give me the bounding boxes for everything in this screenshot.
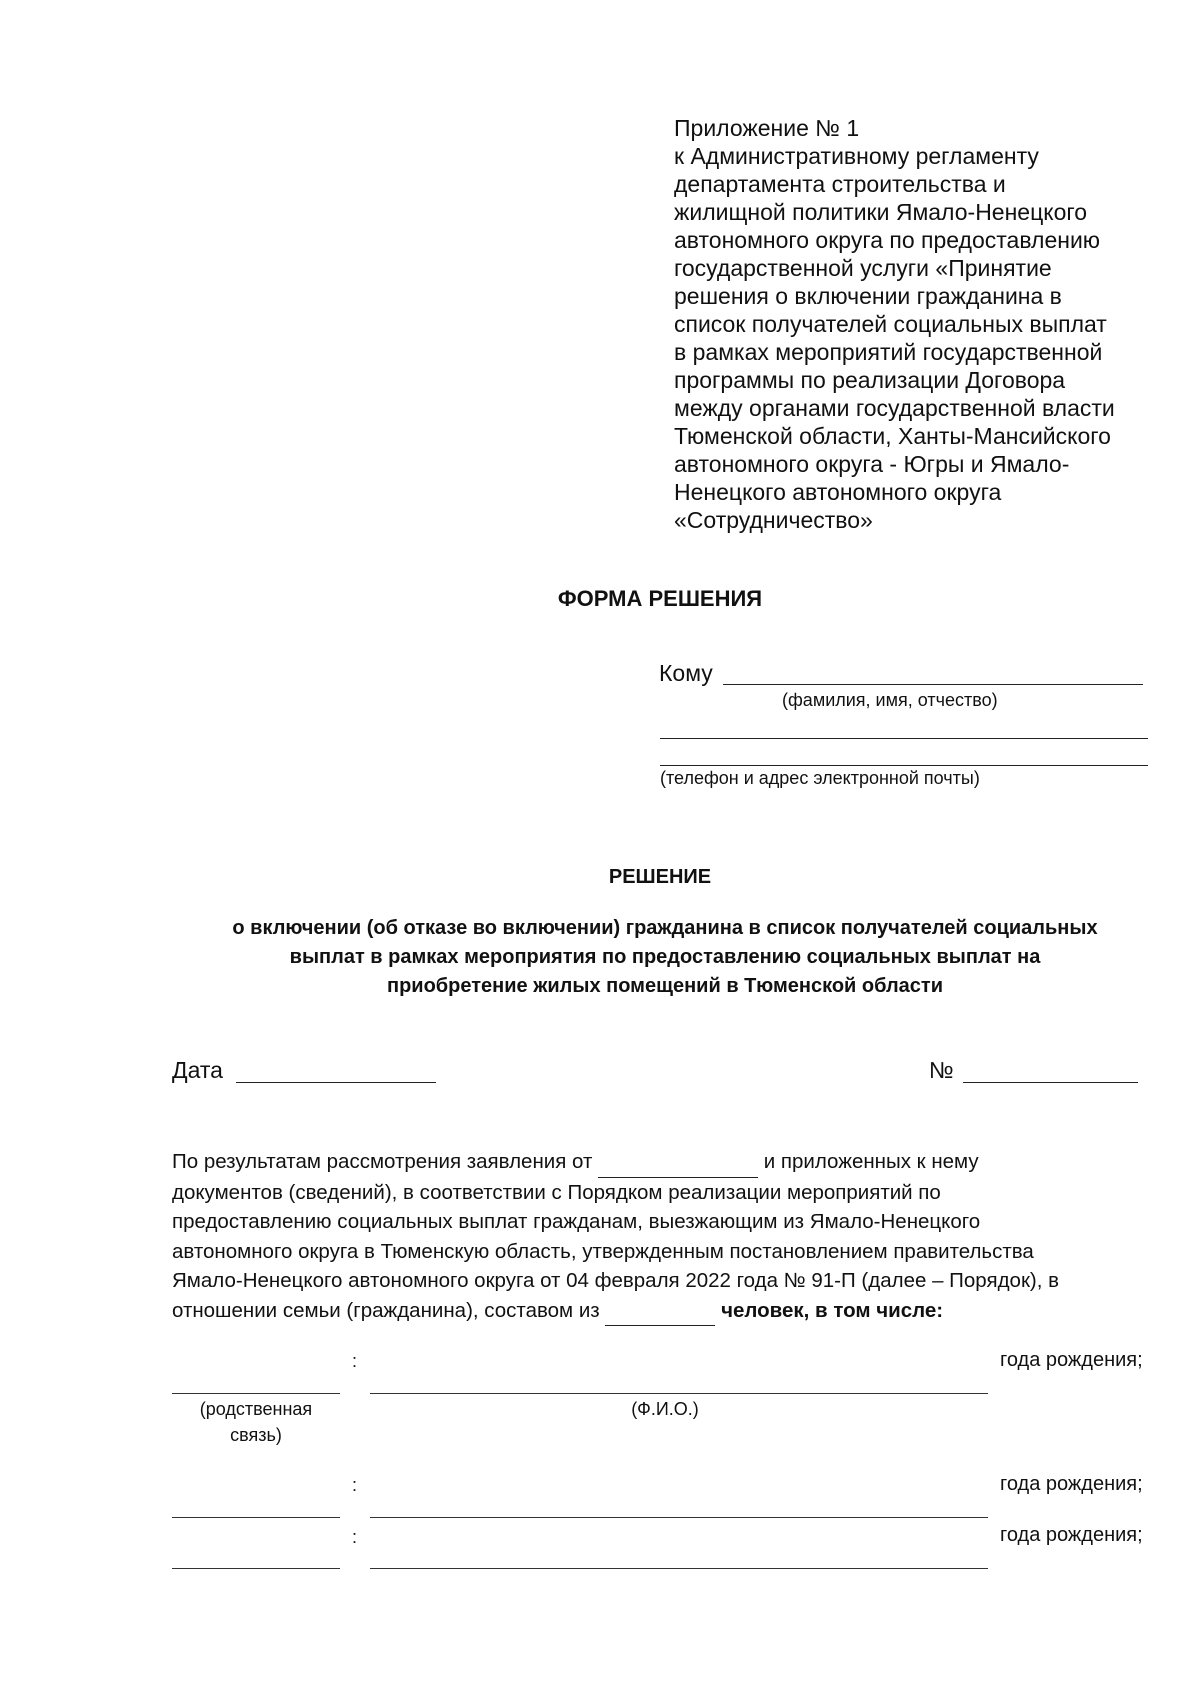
recipient-contact-caption: (телефон и адрес электронной почты) <box>660 768 980 788</box>
full-name-caption: (Ф.И.О.) <box>631 1399 699 1419</box>
full-name-field[interactable] <box>370 1568 988 1569</box>
appendix-line: автономного округа по предоставлению <box>674 227 1101 253</box>
body-text: и приложенных к нему <box>763 1150 979 1173</box>
appendix-line: жилищной политики Ямало-Ненецкого <box>674 199 1088 225</box>
relation-field[interactable] <box>172 1517 340 1518</box>
number-label: № <box>929 1057 954 1083</box>
date-label: Дата <box>172 1057 223 1083</box>
decision-title: РЕШЕНИЕ <box>608 866 712 888</box>
row-colon: : <box>352 1351 358 1371</box>
appendix-line: автономного округа - Югры и Ямало- <box>674 451 1070 477</box>
body-line-5: Ямало-Ненецкого автономного округа от 04 февраля 2022 года № 91-П (далее – Порядок), в <box>172 1269 1060 1292</box>
recipient-to-label: Кому <box>659 660 713 686</box>
application-date-field[interactable] <box>598 1147 758 1178</box>
appendix-line: «Сотрудничество» <box>674 507 873 533</box>
relation-caption <box>172 1396 340 1448</box>
recipient-contact-field[interactable] <box>660 765 1148 766</box>
appendix-line: к Административному регламенту <box>674 143 1039 169</box>
family-count-field[interactable] <box>605 1296 715 1327</box>
row-colon: : <box>352 1475 358 1495</box>
decision-subtitle-line: о включении (об отказе во включении) гражданина в список получателей социальных <box>232 917 1098 939</box>
body-line-2: документов (сведений), в соответствии с Порядком реализации мероприятий по <box>172 1180 941 1204</box>
body-paragraph <box>172 1147 1172 1326</box>
body-bold-text: человек, в том числе: <box>721 1298 944 1322</box>
appendix-line: список получателей социальных выплат <box>674 311 1107 337</box>
relation-caption-line: (родственная <box>199 1399 313 1419</box>
recipient-extra-field[interactable] <box>660 738 1148 739</box>
appendix-line: решения о включении гражданина в <box>674 283 1062 309</box>
appendix-line: Ненецкого автономного округа <box>674 479 1002 505</box>
body-line-3: предоставлению социальных выплат гражданам, выезжающим из Ямало-Ненецкого <box>172 1210 981 1233</box>
appendix-line: в рамках мероприятий государственной <box>674 339 1103 365</box>
appendix-line: департамента строительства и <box>674 171 1006 197</box>
appendix-line: государственной услуги «Принятие <box>674 255 1052 281</box>
relation-caption-line: связь) <box>230 1425 282 1445</box>
decision-subtitle-line: приобретение жилых помещений в Тюменской области <box>387 975 943 997</box>
decision-subtitle <box>170 914 1160 1001</box>
body-text: отношении семьи (гражданина), составом из <box>172 1298 600 1322</box>
body-line-1 <box>172 1147 1172 1178</box>
date-field[interactable] <box>236 1082 436 1083</box>
birth-year-label: года рождения; <box>1000 1349 1143 1371</box>
recipient-name-caption: (фамилия, имя, отчество) <box>782 690 998 710</box>
recipient-name-field[interactable] <box>723 684 1143 685</box>
appendix-line: между органами государственной власти <box>674 395 1115 421</box>
full-name-field[interactable] <box>370 1393 988 1394</box>
appendix-header <box>674 114 1174 534</box>
appendix-line: Тюменской области, Ханты-Мансийского <box>674 423 1111 449</box>
row-colon: : <box>352 1527 358 1547</box>
birth-year-label: года рождения; <box>1000 1473 1143 1495</box>
birth-year-label: года рождения; <box>1000 1524 1143 1546</box>
relation-field[interactable] <box>172 1393 340 1394</box>
body-text: По результатам рассмотрения заявления от <box>172 1150 593 1173</box>
body-line-4: автономного округа в Тюменскую область, утвержденным постановлением правительства <box>172 1239 1034 1263</box>
decision-subtitle-line: выплат в рамках мероприятия по предоставлению социальных выплат на <box>289 946 1041 968</box>
body-line-6 <box>172 1296 1172 1327</box>
number-field[interactable] <box>963 1082 1138 1083</box>
form-title: ФОРМА РЕШЕНИЯ <box>557 586 763 611</box>
relation-field[interactable] <box>172 1568 340 1569</box>
appendix-line: Приложение № 1 <box>674 115 860 141</box>
full-name-field[interactable] <box>370 1517 988 1518</box>
appendix-line: программы по реализации Договора <box>674 367 1066 393</box>
